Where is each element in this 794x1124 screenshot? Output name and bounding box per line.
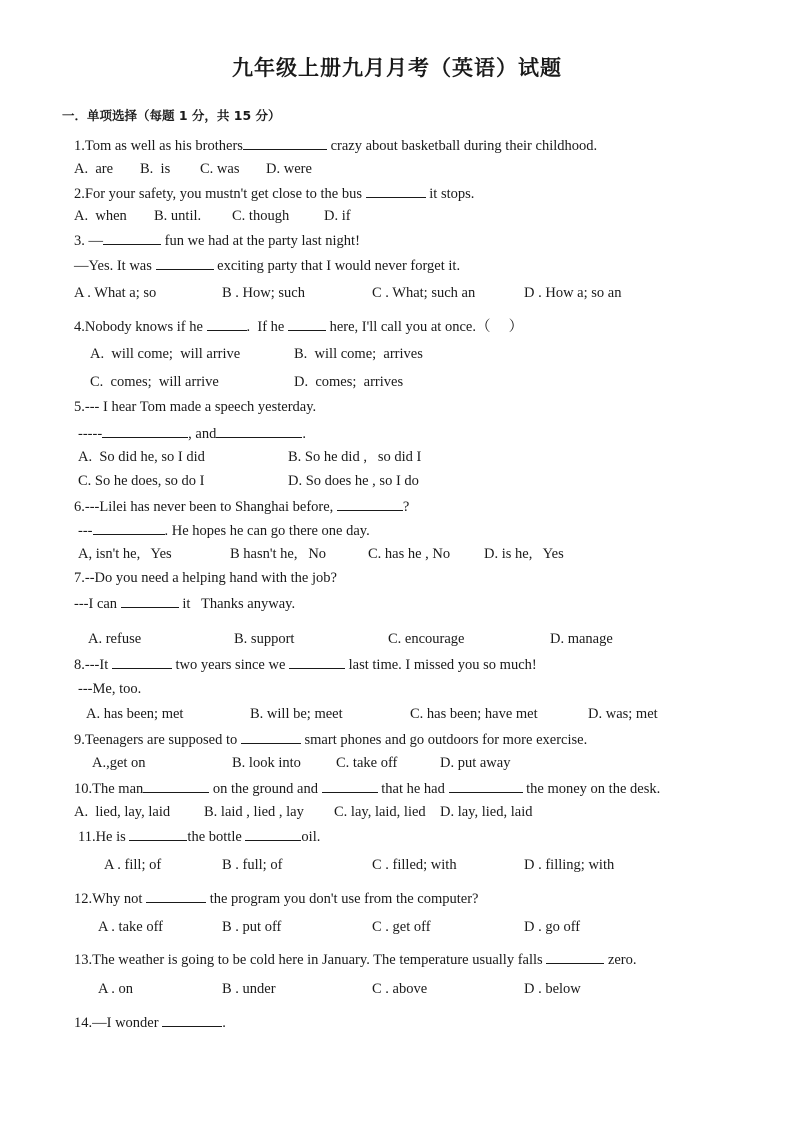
answer-blank — [103, 231, 161, 245]
question-5-line-2 — [78, 424, 306, 443]
answer-blank — [546, 950, 604, 964]
exam-title: 九年级上册九月月考（英语）试题 — [232, 56, 562, 80]
option-d: D. comes; arrives — [294, 374, 404, 390]
option-c: C . above — [372, 981, 428, 997]
option-c: C. has he , No — [368, 546, 451, 562]
answer-blank — [146, 889, 206, 903]
option-c: C. has been; have met — [410, 706, 538, 722]
option-d: D. is he, Yes — [484, 546, 564, 562]
q12-text-end: the program you don't use from the computer? — [209, 891, 479, 907]
q12-text-start: 12.Why not — [74, 891, 143, 907]
option-a: A. are — [74, 161, 114, 177]
q10-text-middle: on the ground and — [212, 781, 318, 797]
option-b: B hasn't he, No — [230, 546, 327, 562]
option-b: B . put off — [222, 919, 282, 935]
answer-blank — [102, 424, 188, 438]
q9-text-end: smart phones and go outdoors for more exercise. — [304, 732, 588, 748]
answer-blank — [216, 424, 302, 438]
question-9 — [74, 730, 587, 749]
answer-blank — [241, 730, 301, 744]
option-b: B . under — [222, 981, 276, 997]
q10-text-start: 10.The man — [74, 781, 144, 797]
q3-text-end: fun we had at the party last night! — [164, 233, 360, 249]
q9-text-start: 9.Teenagers are supposed to — [74, 732, 238, 748]
option-b: B. laid , lied , lay — [204, 804, 304, 820]
section-heading: 一．单项选择（每题 1 分，共 15 分） — [62, 108, 281, 123]
option-c: C. So he does, so do I — [78, 473, 205, 489]
q6-text-start: 6.---Lilei has never been to Shanghai before, — [74, 499, 334, 515]
answer-blank — [93, 521, 165, 535]
option-c: C . get off — [372, 919, 431, 935]
q4-text-start: 4.Nobody knows if he — [74, 319, 203, 335]
option-a: A . take off — [98, 919, 163, 935]
option-a: A. when — [74, 208, 127, 224]
option-b: B . full; of — [222, 857, 283, 873]
q11-text-start: 11.He is — [78, 829, 126, 845]
option-a: A . fill; of — [104, 857, 162, 873]
option-d: D. manage — [550, 631, 613, 647]
q10-text-middle-2: that he had — [381, 781, 445, 797]
option-a: A . What a; so — [74, 285, 157, 301]
option-c: C. comes; will arrive — [90, 374, 219, 390]
question-10 — [74, 779, 660, 798]
question-7-line-1: 7.--Do you need a helping hand with the job? — [74, 570, 337, 586]
q5-dashes: ----- — [78, 426, 103, 442]
question-6-line-2 — [78, 521, 370, 540]
q3-reply-start: —Yes. It was — [74, 258, 152, 274]
question-12 — [74, 889, 479, 908]
option-b: B. will be; meet — [250, 706, 343, 722]
answer-blank — [449, 779, 523, 793]
q6-text-end: . He hopes he can go there one day. — [164, 523, 370, 539]
option-b: B. So he did , so did I — [288, 449, 422, 465]
answer-blank — [129, 827, 187, 841]
option-b: B. until. — [154, 208, 202, 224]
question-13 — [74, 950, 637, 969]
option-d: D. were — [266, 161, 312, 177]
option-c: C . What; such an — [372, 285, 476, 301]
answer-blank — [207, 317, 247, 331]
option-c: C. take off — [336, 755, 398, 771]
option-a: A, isn't he, Yes — [78, 546, 172, 562]
answer-blank — [243, 136, 327, 150]
answer-blank — [245, 827, 301, 841]
q13-text-end: zero. — [607, 952, 637, 968]
question-6-line-1 — [74, 497, 409, 516]
answer-blank — [289, 655, 345, 669]
question-7-line-2 — [74, 594, 295, 613]
option-d: D. if — [324, 208, 351, 224]
option-a: A. So did he, so I did — [78, 449, 205, 465]
option-c: C. was — [200, 161, 240, 177]
q8-text-middle: two years since we — [175, 657, 286, 673]
answer-blank — [121, 594, 179, 608]
q1-text-start: 1.Tom as well as his brothers — [74, 138, 243, 154]
answer-blank — [337, 497, 403, 511]
option-a: A . on — [98, 981, 134, 997]
answer-blank — [322, 779, 378, 793]
question-5-line-1: 5.--- I hear Tom made a speech yesterday. — [74, 399, 317, 415]
option-b: B. is — [140, 161, 171, 177]
q14-period: . — [222, 1015, 226, 1031]
question-8-line-1 — [74, 655, 537, 674]
option-a: A. lied, lay, laid — [74, 804, 171, 820]
answer-blank — [112, 655, 172, 669]
q6-question-mark: ? — [402, 499, 410, 515]
q2-text-start: 2.For your safety, you mustn't get close to the bus — [74, 186, 363, 202]
option-a: A. refuse — [88, 631, 142, 647]
option-d: D . How a; so an — [524, 285, 622, 301]
option-b: B. support — [234, 631, 295, 647]
option-d: D . filling; with — [524, 857, 615, 873]
answer-blank — [143, 779, 209, 793]
option-d: D. lay, lied, laid — [440, 804, 533, 820]
q10-text-end: the money on the desk. — [526, 781, 661, 797]
q7-text-start: ---I can — [74, 596, 118, 612]
option-c: C. lay, laid, lied — [334, 804, 426, 820]
q3-text-start: 3. — — [74, 233, 103, 249]
option-a: A. has been; met — [86, 706, 184, 722]
answer-blank — [288, 317, 326, 331]
question-3-line-2 — [74, 256, 460, 275]
option-c: C. though — [232, 208, 290, 224]
q3-reply-end: exciting party that I would never forget it. — [217, 258, 461, 274]
q11-text-end: oil. — [301, 829, 321, 845]
option-b: B . How; such — [222, 285, 305, 301]
answer-blank — [366, 184, 426, 198]
option-d: D. was; met — [588, 706, 658, 722]
q4-text-middle: . If he — [246, 319, 285, 335]
answer-blank — [156, 256, 214, 270]
q8-text-end: last time. I missed you so much! — [348, 657, 537, 673]
question-2 — [74, 184, 474, 203]
q13-text-start: 13.The weather is going to be cold here in January. The temperature usually falls — [74, 952, 543, 968]
question-11 — [78, 827, 320, 846]
q5-period: . — [302, 426, 306, 442]
q4-text-end: here, I'll call you at once.（ ） — [329, 319, 524, 335]
question-8-line-2: ---Me, too. — [78, 681, 142, 697]
answer-blank — [162, 1013, 222, 1027]
q11-text-middle: the bottle — [187, 829, 242, 845]
option-b: B. look into — [232, 755, 301, 771]
q1-text-end: crazy about basketball during their childhood. — [330, 138, 598, 154]
option-d: D. So does he , so I do — [288, 473, 419, 489]
question-3-line-1 — [74, 231, 360, 250]
question-14 — [74, 1013, 226, 1032]
q6-dashes: --- — [78, 523, 93, 539]
q14-text-start: 14.—I wonder — [74, 1015, 159, 1031]
option-c: C . filled; with — [372, 857, 457, 873]
option-d: D. put away — [440, 755, 511, 771]
question-4 — [74, 317, 523, 336]
option-d: D . go off — [524, 919, 581, 935]
option-d: D . below — [524, 981, 581, 997]
option-b: B. will come; arrives — [294, 346, 423, 362]
q7-text-end: it Thanks anyway. — [182, 596, 296, 612]
q2-text-end: it stops. — [429, 186, 475, 202]
option-a: A. will come; will arrive — [90, 346, 241, 362]
q8-text-start: 8.---It — [74, 657, 109, 673]
option-a: A.,get on — [92, 755, 146, 771]
option-c: C. encourage — [388, 631, 465, 647]
q5-and: , and — [188, 426, 217, 442]
question-1 — [74, 136, 597, 155]
